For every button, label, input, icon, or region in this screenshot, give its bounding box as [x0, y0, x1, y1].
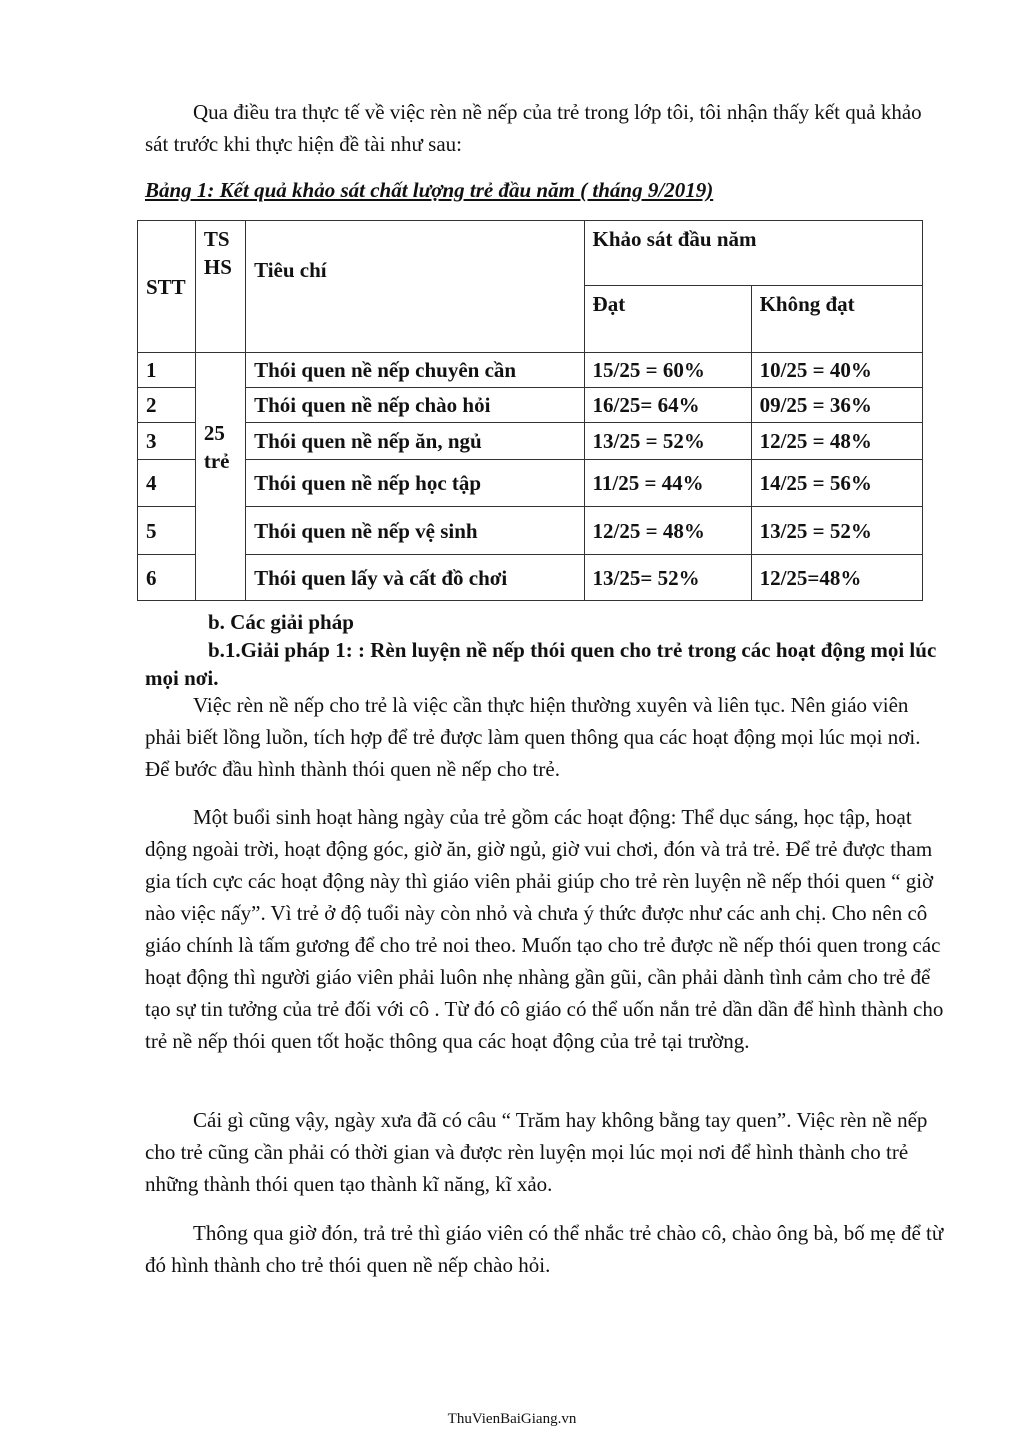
row-dat: 11/25 = 44% — [584, 460, 751, 507]
row-stt: 2 — [138, 388, 196, 423]
survey-table — [137, 220, 923, 601]
body-paragraph: Việc rèn nề nếp cho trẻ là việc cần thực hiện thường xuyên và liên tục. Nên giáo viên phải biết lồng luồn, tích hợp để trẻ được làm quen thông qua các hoạt động mọi lúc mọi nơi. Để bước đầu hình thành thói quen nề nếp cho trẻ. — [145, 693, 921, 781]
header-khao-sat: Khảo sát đầu năm — [584, 221, 922, 286]
row-tieu-chi: Thói quen nề nếp vệ sinh — [246, 507, 584, 555]
row-stt: 3 — [138, 423, 196, 460]
header-ts-hs — [195, 221, 245, 353]
table-header-row — [138, 221, 923, 286]
row-stt: 4 — [138, 460, 196, 507]
header-tieu-chi: Tiêu chí — [246, 221, 584, 353]
ts-unit: trẻ — [203, 448, 230, 473]
intro-paragraph: Qua điều tra thực tế về việc rèn nề nếp của trẻ trong lớp tôi, tôi nhận thấy kết quả khảo sát trước khi thực hiện đề tài như sau: — [145, 100, 922, 156]
row-dat: 16/25= 64% — [584, 388, 751, 423]
row-khong-dat: 12/25=48% — [751, 555, 922, 601]
table-caption: Bảng 1: Kết quả khảo sát chất lượng trẻ đầu năm ( tháng 9/2019) — [145, 178, 714, 202]
header-dat: Đạt — [584, 286, 751, 353]
row-stt: 1 — [138, 353, 196, 388]
header-khong-dat: Không đạt — [751, 286, 922, 353]
row-stt: 6 — [138, 555, 196, 601]
row-dat: 12/25 = 48% — [584, 507, 751, 555]
solution-1-heading: b.1.Giải pháp 1: : Rèn luyện nề nếp thói quen cho trẻ trong các hoạt động mọi lúc mọi nơi. — [145, 638, 937, 690]
ts-value: 25 — [203, 420, 225, 445]
page-footer: ThuVienBaiGiang.vn — [447, 1411, 577, 1427]
table-row — [138, 555, 923, 601]
row-khong-dat: 13/25 = 52% — [751, 507, 922, 555]
section-b-heading: b. Các giải pháp — [208, 610, 354, 634]
row-dat: 13/25= 52% — [584, 555, 751, 601]
body-paragraph: Một buổi sinh hoạt hàng ngày của trẻ gồm các hoạt động: Thể dục sáng, học tập, hoạt dộng ngoài trời, hoạt động góc, giờ ăn, giờ ngủ, giờ vui chơi, đón và trả trẻ. Để trẻ được tham gia tích cực các hoạt động này thì giáo viên phải giúp cho trẻ rèn luyện nề nếp thói quen “ giờ nào việc nấy”. Vì trẻ ở độ tuổi này còn nhỏ và chưa ý thức được như các anh chị. Cho nên cô giáo chính là tấm gương để cho trẻ noi theo. Muốn tạo cho trẻ được nề nếp thói quen trong các hoạt động thì người giáo viên phải luôn nhẹ nhàng gần gũi, cần phải dành tình cảm cho trẻ để tạo sự tin tưởng của trẻ đối với cô . Từ đó cô giáo có thể uốn nắn trẻ dần dần để hình thành cho trẻ nề nếp thói quen tốt hoặc thông qua các hoạt động của trẻ tại trường. — [145, 805, 944, 1053]
table-row — [138, 460, 923, 507]
row-tieu-chi: Thói quen nề nếp chuyên cần — [246, 353, 584, 388]
table-row — [138, 388, 923, 423]
header-hs: HS — [203, 255, 232, 279]
row-dat: 13/25 = 52% — [584, 423, 751, 460]
header-stt: STT — [138, 221, 196, 353]
row-stt: 5 — [138, 507, 196, 555]
row-khong-dat: 09/25 = 36% — [751, 388, 922, 423]
row-tieu-chi: Thói quen nề nếp ăn, ngủ — [246, 423, 584, 460]
row-khong-dat: 12/25 = 48% — [751, 423, 922, 460]
row-tieu-chi: Thói quen lấy và cất đồ chơi — [246, 555, 584, 601]
body-paragraph: Thông qua giờ đón, trả trẻ thì giáo viên có thể nhắc trẻ chào cô, chào ông bà, bố mẹ để từ đó hình thành cho trẻ thói quen nề nếp chào hỏi. — [145, 1221, 944, 1277]
row-tieu-chi: Thói quen nề nếp chào hỏi — [246, 388, 584, 423]
header-ts: TS — [203, 227, 230, 251]
table-row — [138, 353, 923, 388]
row-dat: 15/25 = 60% — [584, 353, 751, 388]
table-row — [138, 423, 923, 460]
row-khong-dat: 14/25 = 56% — [751, 460, 922, 507]
table-row — [138, 507, 923, 555]
row-khong-dat: 10/25 = 40% — [751, 353, 922, 388]
ts-hs-value — [195, 353, 245, 601]
row-tieu-chi: Thói quen nề nếp học tập — [246, 460, 584, 507]
body-paragraph: Cái gì cũng vậy, ngày xưa đã có câu “ Trăm hay không bằng tay quen”. Việc rèn nề nếp cho trẻ cũng cần phải có thời gian và được rèn luyện mọi lúc mọi nơi để hình thành cho trẻ những thành thói quen tạo thành kĩ năng, kĩ xảo. — [145, 1108, 928, 1196]
